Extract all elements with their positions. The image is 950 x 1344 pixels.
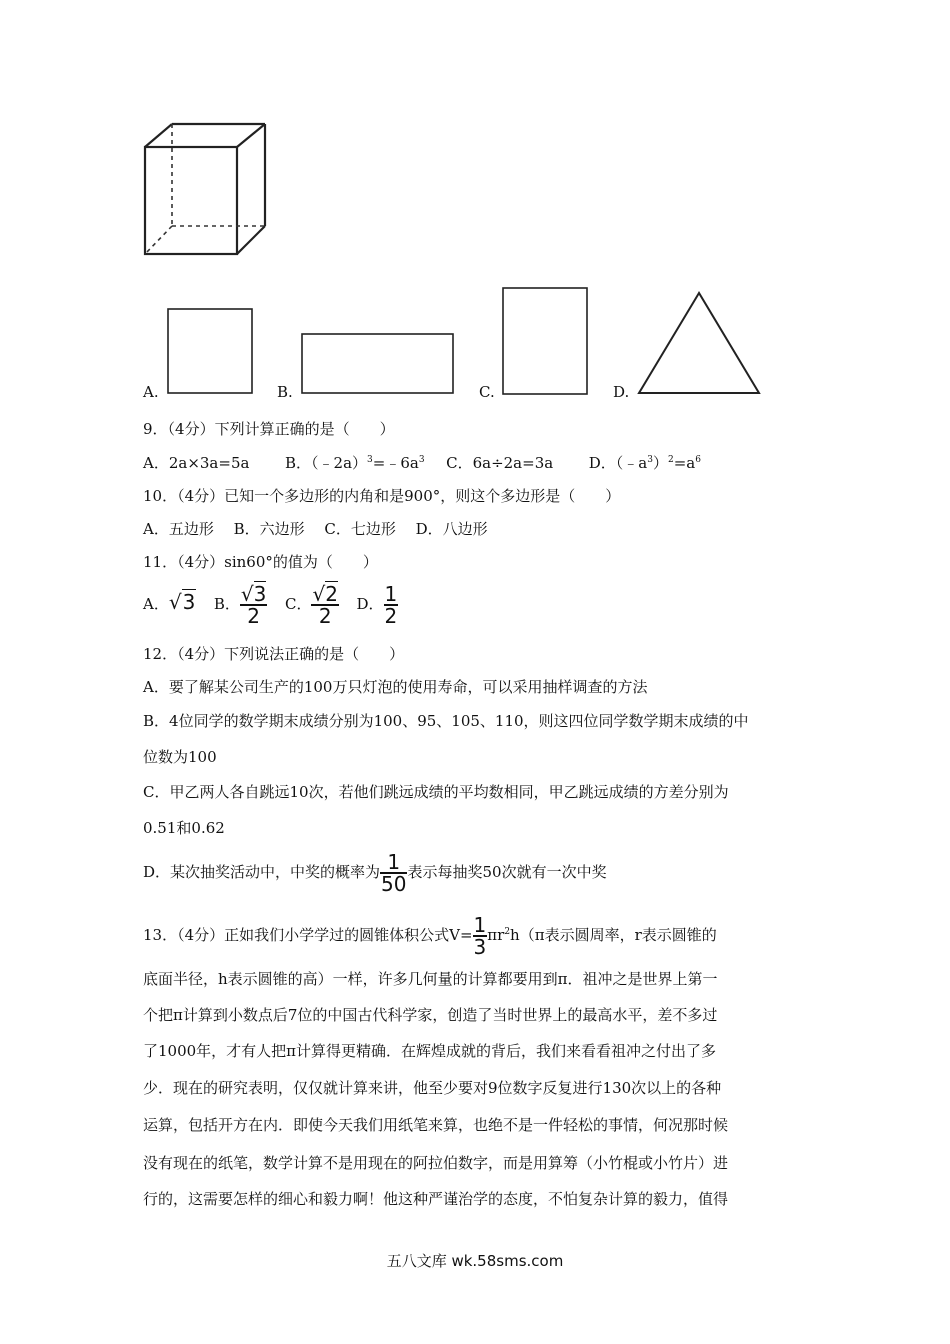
q10-options: A．五边形 B．六边形 C．七边形 D．八边形 xyxy=(143,520,488,538)
q12-probability-fraction: $\frac{1}{50}$ xyxy=(381,850,407,896)
q8-option-b-label: B. xyxy=(277,383,293,401)
q13-line6: 运算，包括开方在内．即使今天我们用纸笔来算，也绝不是一件轻松的事情，何况那时候 xyxy=(143,1116,729,1134)
q9-stem: 9．（4分）下列计算正确的是（ ） xyxy=(143,420,395,438)
q13-line2: 底面半径，h表示圆锥的高）一样，许多几何量的计算都要用到π．祖冲之是世界上第一 xyxy=(143,970,718,988)
q13-line8: 行的，这需要怎样的细心和毅力啊！他这种严谨治学的态度，不怕复杂计算的毅力，值得 xyxy=(143,1190,729,1208)
q13-line3: 个把π计算到小数点后7位的中国古代科学家，创造了当时世界上的最高水平，差不多过 xyxy=(143,1006,718,1024)
q11-option-b-fraction: $\frac{√3}{2}$ xyxy=(240,582,267,628)
q9-options xyxy=(143,452,701,473)
q12-option-c-line1: C．甲乙两人各自跳远10次，若他们跳远成绩的平均数相同，甲乙跳远成绩的方差分别为 xyxy=(143,783,729,801)
q9-option-b: B．$(﹣2a)^3=﹣6a^3$ xyxy=(285,454,425,472)
q12-option-b-line2: 位数为100 xyxy=(143,748,217,766)
q8-option-c-label: C. xyxy=(479,383,495,401)
q11-option-a-sqrt: √3 xyxy=(168,590,196,614)
q13-line7: 没有现在的纸笔，数学计算不是用现在的阿拉伯数字，而是用算筹（小竹棍或小竹片）进 xyxy=(143,1154,729,1172)
q8-option-a-label: A. xyxy=(143,383,159,401)
q9-option-c: C．6a÷2a=3a xyxy=(446,454,554,472)
q12-option-d: D．某次抽奖活动中，中奖的概率为 $\frac{1}{50}$ 表示每抽奖50次就有一次中奖 xyxy=(143,850,607,896)
q9-option-a: A．2a×3a=5a xyxy=(143,454,250,472)
q11-option-b-label: B． xyxy=(213,595,240,613)
option-d-triangle xyxy=(0,0,950,420)
q9-option-d: D．$(﹣a^3)^2=a^6$ xyxy=(588,454,701,472)
q12-option-a: A．要了解某公司生产的100万只灯泡的使用寿命，可以采用抽样调查的方法 xyxy=(143,678,648,696)
q13-line1: 13．（4分）正如我们小学学过的圆锥体积公式V= $\frac{1}{3}$ $\pi r^2h(\pi$表示圆周率，r表示圆锥的 xyxy=(143,913,717,959)
q11-option-d-fraction: $\frac{1}{2}$ xyxy=(384,582,398,628)
q13-one-third-fraction: $\frac{1}{3}$ xyxy=(473,913,487,959)
q13-line4: 了1000年，才有人把π计算得更精确．在辉煌成就的背后，我们来看看祖冲之付出了多 xyxy=(143,1042,717,1060)
q11-options xyxy=(143,580,398,628)
q12-option-c-line2: 0.51和0.62 xyxy=(143,819,225,837)
q12-stem: 12．（4分）下列说法正确的是（ ） xyxy=(143,645,405,663)
q11-option-a-label: A． xyxy=(143,595,169,613)
q12-option-b-line1: B．4位同学的数学期末成绩分别为100、95、105、110，则这四位同学数学期末成绩的中 xyxy=(143,712,749,730)
q11-stem: 11．（4分）sin60°的值为（ ） xyxy=(143,553,378,571)
q13-line5: 少．现在的研究表明，仅仅就计算来讲，他至少要对9位数字反复进行130次以上的各种 xyxy=(143,1079,722,1097)
q11-option-c-label: C． xyxy=(284,595,312,613)
page-footer: 五八文库 wk.58sms.com xyxy=(386,1252,564,1270)
q11-option-d-label: D． xyxy=(356,595,384,613)
q11-option-c-fraction: $\frac{√2}{2}$ xyxy=(312,582,338,628)
q8-option-d-label: D. xyxy=(613,383,630,401)
q10-stem: 10．（4分）已知一个多边形的内角和是900°，则这个多边形是（ ） xyxy=(143,487,621,505)
